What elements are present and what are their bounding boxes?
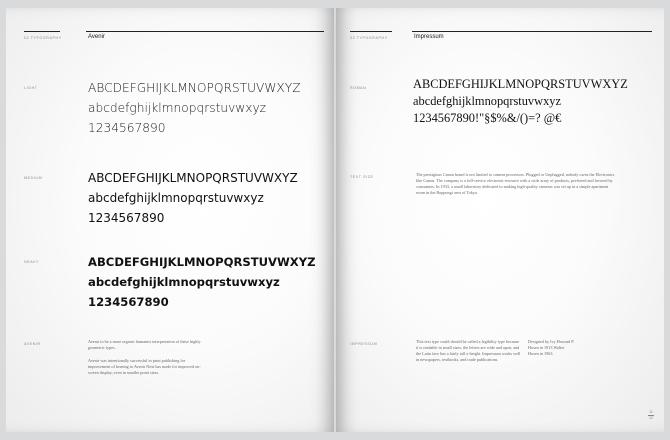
style-label-roman: ROMAN [350, 86, 367, 90]
style-label-light: LIGHT [24, 86, 38, 90]
left-page [6, 8, 334, 432]
text-size-paragraph: The prestigious Canon brand is not limited to camera processors. Plugged or Unplugged, nobody owns the Electronics like Canon. The company is a full-service electronic resource with a wide array of products, preferred and favored by consumers. In 1933, a small laboratory dedicated to making high-quality cameras was set up in a simple apartment room in the Roppongi area of Tokyo. [416, 172, 615, 195]
specimen-lower: abcdefghijklmnopqrstuvwxyz [88, 275, 280, 289]
right-page [336, 8, 664, 432]
impressum-credit: Designed by Ivy Howard P. Hosen in 1913 Walter Hosen in 1963 [528, 339, 575, 356]
section-label: 02 TYPOGRAPHY [24, 36, 62, 40]
specimen-upper: ABCDEFGHIJKLMNOPQRSTUVWXYZ [88, 81, 301, 95]
specimen-digits: 1234567890 [88, 211, 165, 225]
header-rule [412, 31, 652, 32]
page-title: Impressum [414, 34, 444, 40]
header-rule [350, 31, 392, 32]
style-label-medium: MEDIUM [24, 176, 43, 180]
specimen-heavy [88, 252, 316, 312]
impressum-paragraph: This text type could should be called a legibility type because it is readable in small sizes, the letters are wide and open, and the Latin face has a fairly tall x-height. Impressum works well in newspapers, textbooks, and trade publications. [416, 339, 521, 362]
avenir-paragraph-1: Avenir to be a more organic humanist interpretation of these highly geometric types. [88, 339, 201, 350]
specimen-upper: ABCDEFGHIJKLMNOPQRSTUVWXYZ [88, 171, 298, 185]
specimen-lower: abcdefghijklmnopqrstuvwxyz [413, 94, 561, 108]
magazine-spread [6, 8, 664, 432]
specimen-medium [88, 168, 298, 228]
avenir-paragraph-2: Avenir was intentionally successful in print publishing for improvement of kerning to Avenir Next has made for improved on-screen display, even in smaller point sizes. [88, 358, 201, 375]
page-number-right: 12 [649, 416, 653, 420]
header-rule [86, 31, 324, 32]
page-title: Avenir [88, 34, 105, 40]
specimen-digits: 1234567890 [88, 295, 169, 309]
style-label-heavy: HEAVY [24, 260, 39, 264]
page-number [646, 410, 656, 421]
specimen-upper: ABCDEFGHIJKLMNOPQRSTUVWXYZ [88, 255, 316, 269]
header-rule [24, 31, 60, 32]
section-label: 03 TYPOGRAPHY [350, 36, 388, 40]
specimen-lower: abcdefghijklmnopqrstuvwxyz [88, 191, 264, 205]
specimen-light [88, 78, 301, 138]
impressum-label: IMPRESSUM [350, 342, 378, 346]
specimen-lower: abcdefghijklmnopqrstuvwxyz [88, 101, 267, 115]
text-size-label: TEXT SIZE [350, 175, 374, 179]
avenir-label: AVENIR [24, 342, 41, 346]
specimen-roman [413, 76, 628, 127]
specimen-digits: 1234567890!"§$%&/()=? @€ [413, 111, 562, 125]
page-number-left: 11 [649, 410, 653, 414]
specimen-digits: 1234567890 [88, 121, 166, 135]
specimen-upper: ABCDEFGHIJKLMNOPQRSTUVWXYZ [413, 77, 628, 91]
